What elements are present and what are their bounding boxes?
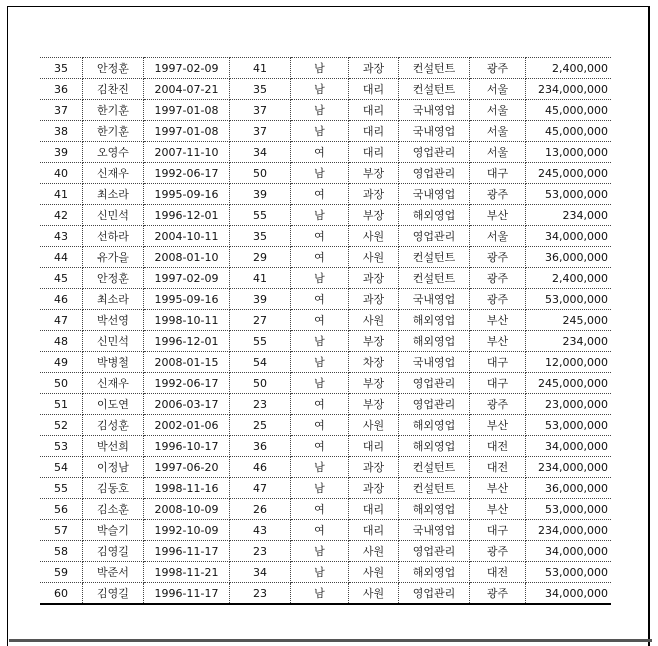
gender-cell: 여 xyxy=(291,226,349,247)
age-cell: 41 xyxy=(230,268,291,289)
region-cell: 부산 xyxy=(470,415,526,436)
age-cell: 23 xyxy=(230,583,291,605)
table-row xyxy=(40,310,611,331)
gender-cell: 남 xyxy=(291,541,349,562)
row-number-cell: 36 xyxy=(40,79,83,100)
row-number-cell: 54 xyxy=(40,457,83,478)
region-cell: 부산 xyxy=(470,499,526,520)
hire-date-cell: 1998-11-21 xyxy=(144,562,230,583)
gender-cell: 여 xyxy=(291,289,349,310)
employee-name-cell: 박선영 xyxy=(83,310,144,331)
position-cell: 사원 xyxy=(349,247,399,268)
age-cell: 29 xyxy=(230,247,291,268)
salary-cell: 34,000,000 xyxy=(526,226,612,247)
row-number-cell: 43 xyxy=(40,226,83,247)
row-number-cell: 39 xyxy=(40,142,83,163)
salary-cell: 53,000,000 xyxy=(526,415,612,436)
salary-cell: 245,000 xyxy=(526,310,612,331)
position-cell: 부장 xyxy=(349,163,399,184)
hire-date-cell: 1997-01-08 xyxy=(144,100,230,121)
salary-cell: 53,000,000 xyxy=(526,499,612,520)
salary-cell: 34,000,000 xyxy=(526,541,612,562)
salary-cell: 45,000,000 xyxy=(526,121,612,142)
hire-date-cell: 1997-02-09 xyxy=(144,268,230,289)
employee-name-cell: 이도연 xyxy=(83,394,144,415)
age-cell: 47 xyxy=(230,478,291,499)
gender-cell: 남 xyxy=(291,373,349,394)
age-cell: 34 xyxy=(230,142,291,163)
region-cell: 서울 xyxy=(470,121,526,142)
employee-name-cell: 박선희 xyxy=(83,436,144,457)
employee-name-cell: 신민석 xyxy=(83,205,144,226)
employee-name-cell: 박병철 xyxy=(83,352,144,373)
row-number-cell: 60 xyxy=(40,583,83,605)
hire-date-cell: 1997-01-08 xyxy=(144,121,230,142)
table-row xyxy=(40,436,611,457)
department-cell: 영업관리 xyxy=(399,541,470,562)
hire-date-cell: 2006-03-17 xyxy=(144,394,230,415)
region-cell: 서울 xyxy=(470,142,526,163)
gender-cell: 여 xyxy=(291,499,349,520)
region-cell: 광주 xyxy=(470,541,526,562)
table-row xyxy=(40,394,611,415)
employee-name-cell: 안정훈 xyxy=(83,58,144,79)
employee-name-cell: 김소훈 xyxy=(83,499,144,520)
hire-date-cell: 1992-06-17 xyxy=(144,373,230,394)
employee-name-cell: 한기훈 xyxy=(83,100,144,121)
gender-cell: 여 xyxy=(291,520,349,541)
table-row xyxy=(40,226,611,247)
region-cell: 광주 xyxy=(470,184,526,205)
gender-cell: 여 xyxy=(291,310,349,331)
position-cell: 대리 xyxy=(349,436,399,457)
employee-name-cell: 김영길 xyxy=(83,583,144,605)
hire-date-cell: 1997-02-09 xyxy=(144,58,230,79)
department-cell: 국내영업 xyxy=(399,520,470,541)
region-cell: 광주 xyxy=(470,583,526,605)
position-cell: 과장 xyxy=(349,457,399,478)
employee-name-cell: 박슬기 xyxy=(83,520,144,541)
region-cell: 대구 xyxy=(470,352,526,373)
table-row xyxy=(40,142,611,163)
region-cell: 서울 xyxy=(470,226,526,247)
age-cell: 26 xyxy=(230,499,291,520)
hire-date-cell: 1995-09-16 xyxy=(144,289,230,310)
department-cell: 국내영업 xyxy=(399,184,470,205)
position-cell: 대리 xyxy=(349,79,399,100)
salary-cell: 23,000,000 xyxy=(526,394,612,415)
position-cell: 사원 xyxy=(349,541,399,562)
gender-cell: 여 xyxy=(291,394,349,415)
region-cell: 대전 xyxy=(470,436,526,457)
position-cell: 대리 xyxy=(349,499,399,520)
position-cell: 과장 xyxy=(349,58,399,79)
region-cell: 광주 xyxy=(470,268,526,289)
department-cell: 해외영업 xyxy=(399,562,470,583)
department-cell: 영업관리 xyxy=(399,142,470,163)
salary-cell: 234,000 xyxy=(526,205,612,226)
department-cell: 컨설턴트 xyxy=(399,268,470,289)
region-cell: 부산 xyxy=(470,310,526,331)
table-row xyxy=(40,415,611,436)
department-cell: 컨설턴트 xyxy=(399,247,470,268)
salary-cell: 53,000,000 xyxy=(526,562,612,583)
hire-date-cell: 1995-09-16 xyxy=(144,184,230,205)
age-cell: 37 xyxy=(230,100,291,121)
region-cell: 대구 xyxy=(470,520,526,541)
employee-name-cell: 김영길 xyxy=(83,541,144,562)
position-cell: 대리 xyxy=(349,100,399,121)
region-cell: 부산 xyxy=(470,205,526,226)
gender-cell: 남 xyxy=(291,121,349,142)
department-cell: 해외영업 xyxy=(399,436,470,457)
department-cell: 국내영업 xyxy=(399,100,470,121)
department-cell: 영업관리 xyxy=(399,163,470,184)
employee-name-cell: 김찬진 xyxy=(83,79,144,100)
employee-name-cell: 박준서 xyxy=(83,562,144,583)
employee-table xyxy=(40,57,611,605)
employee-name-cell: 한기훈 xyxy=(83,121,144,142)
row-number-cell: 48 xyxy=(40,331,83,352)
employee-name-cell: 신재우 xyxy=(83,163,144,184)
employee-name-cell: 이정남 xyxy=(83,457,144,478)
table-row xyxy=(40,268,611,289)
hire-date-cell: 1992-06-17 xyxy=(144,163,230,184)
row-number-cell: 35 xyxy=(40,58,83,79)
row-number-cell: 59 xyxy=(40,562,83,583)
gender-cell: 남 xyxy=(291,79,349,100)
hire-date-cell: 1998-11-16 xyxy=(144,478,230,499)
table-row xyxy=(40,121,611,142)
position-cell: 과장 xyxy=(349,478,399,499)
gender-cell: 남 xyxy=(291,163,349,184)
row-number-cell: 55 xyxy=(40,478,83,499)
row-number-cell: 41 xyxy=(40,184,83,205)
department-cell: 국내영업 xyxy=(399,352,470,373)
region-cell: 서울 xyxy=(470,79,526,100)
position-cell: 부장 xyxy=(349,373,399,394)
gender-cell: 여 xyxy=(291,142,349,163)
department-cell: 해외영업 xyxy=(399,331,470,352)
salary-cell: 13,000,000 xyxy=(526,142,612,163)
position-cell: 대리 xyxy=(349,121,399,142)
gender-cell: 남 xyxy=(291,205,349,226)
hire-date-cell: 2002-01-06 xyxy=(144,415,230,436)
employee-name-cell: 선하라 xyxy=(83,226,144,247)
gender-cell: 남 xyxy=(291,457,349,478)
table-row xyxy=(40,352,611,373)
department-cell: 컨설턴트 xyxy=(399,58,470,79)
age-cell: 50 xyxy=(230,163,291,184)
position-cell: 과장 xyxy=(349,289,399,310)
department-cell: 해외영업 xyxy=(399,310,470,331)
employee-name-cell: 유가을 xyxy=(83,247,144,268)
salary-cell: 36,000,000 xyxy=(526,247,612,268)
gender-cell: 남 xyxy=(291,58,349,79)
position-cell: 대리 xyxy=(349,142,399,163)
row-number-cell: 52 xyxy=(40,415,83,436)
age-cell: 50 xyxy=(230,373,291,394)
position-cell: 사원 xyxy=(349,226,399,247)
age-cell: 39 xyxy=(230,184,291,205)
row-number-cell: 46 xyxy=(40,289,83,310)
position-cell: 부장 xyxy=(349,394,399,415)
salary-cell: 245,000,000 xyxy=(526,373,612,394)
department-cell: 해외영업 xyxy=(399,205,470,226)
table-row xyxy=(40,520,611,541)
region-cell: 대구 xyxy=(470,373,526,394)
region-cell: 대전 xyxy=(470,562,526,583)
hire-date-cell: 2004-07-21 xyxy=(144,79,230,100)
hire-date-cell: 1996-12-01 xyxy=(144,331,230,352)
salary-cell: 36,000,000 xyxy=(526,478,612,499)
age-cell: 23 xyxy=(230,394,291,415)
table-row xyxy=(40,331,611,352)
salary-cell: 34,000,000 xyxy=(526,583,612,605)
employee-name-cell: 신재우 xyxy=(83,373,144,394)
gender-cell: 남 xyxy=(291,352,349,373)
salary-cell: 2,400,000 xyxy=(526,58,612,79)
salary-cell: 234,000,000 xyxy=(526,520,612,541)
salary-cell: 34,000,000 xyxy=(526,436,612,457)
employee-name-cell: 김동호 xyxy=(83,478,144,499)
employee-name-cell: 안정훈 xyxy=(83,268,144,289)
table-row xyxy=(40,541,611,562)
age-cell: 55 xyxy=(230,205,291,226)
row-number-cell: 45 xyxy=(40,268,83,289)
gender-cell: 여 xyxy=(291,415,349,436)
row-number-cell: 53 xyxy=(40,436,83,457)
row-number-cell: 57 xyxy=(40,520,83,541)
region-cell: 광주 xyxy=(470,289,526,310)
age-cell: 37 xyxy=(230,121,291,142)
department-cell: 해외영업 xyxy=(399,415,470,436)
region-cell: 대구 xyxy=(470,163,526,184)
employee-name-cell: 최소라 xyxy=(83,289,144,310)
table-row xyxy=(40,205,611,226)
row-number-cell: 40 xyxy=(40,163,83,184)
table-row xyxy=(40,163,611,184)
salary-cell: 245,000,000 xyxy=(526,163,612,184)
table-row xyxy=(40,499,611,520)
age-cell: 54 xyxy=(230,352,291,373)
department-cell: 국내영업 xyxy=(399,121,470,142)
department-cell: 영업관리 xyxy=(399,226,470,247)
age-cell: 25 xyxy=(230,415,291,436)
gender-cell: 남 xyxy=(291,268,349,289)
table-row xyxy=(40,478,611,499)
position-cell: 사원 xyxy=(349,310,399,331)
department-cell: 영업관리 xyxy=(399,394,470,415)
age-cell: 27 xyxy=(230,310,291,331)
salary-cell: 53,000,000 xyxy=(526,289,612,310)
position-cell: 부장 xyxy=(349,205,399,226)
hire-date-cell: 1996-12-01 xyxy=(144,205,230,226)
position-cell: 사원 xyxy=(349,562,399,583)
region-cell: 광주 xyxy=(470,394,526,415)
hire-date-cell: 1997-06-20 xyxy=(144,457,230,478)
department-cell: 컨설턴트 xyxy=(399,457,470,478)
age-cell: 55 xyxy=(230,331,291,352)
row-number-cell: 49 xyxy=(40,352,83,373)
region-cell: 서울 xyxy=(470,100,526,121)
department-cell: 영업관리 xyxy=(399,373,470,394)
table-row xyxy=(40,100,611,121)
table-row xyxy=(40,562,611,583)
region-cell: 부산 xyxy=(470,478,526,499)
gender-cell: 남 xyxy=(291,583,349,605)
row-number-cell: 44 xyxy=(40,247,83,268)
age-cell: 41 xyxy=(230,58,291,79)
table-row xyxy=(40,184,611,205)
hire-date-cell: 2008-01-10 xyxy=(144,247,230,268)
table-row xyxy=(40,457,611,478)
employee-name-cell: 오영수 xyxy=(83,142,144,163)
position-cell: 부장 xyxy=(349,331,399,352)
row-number-cell: 50 xyxy=(40,373,83,394)
salary-cell: 12,000,000 xyxy=(526,352,612,373)
gender-cell: 남 xyxy=(291,562,349,583)
age-cell: 34 xyxy=(230,562,291,583)
hire-date-cell: 1996-10-17 xyxy=(144,436,230,457)
employee-name-cell: 최소라 xyxy=(83,184,144,205)
department-cell: 영업관리 xyxy=(399,583,470,605)
row-number-cell: 56 xyxy=(40,499,83,520)
gender-cell: 여 xyxy=(291,247,349,268)
age-cell: 35 xyxy=(230,79,291,100)
gender-cell: 남 xyxy=(291,331,349,352)
age-cell: 36 xyxy=(230,436,291,457)
gender-cell: 남 xyxy=(291,100,349,121)
table-row xyxy=(40,58,611,79)
age-cell: 46 xyxy=(230,457,291,478)
employee-name-cell: 김성훈 xyxy=(83,415,144,436)
region-cell: 대전 xyxy=(470,457,526,478)
position-cell: 과장 xyxy=(349,184,399,205)
position-cell: 사원 xyxy=(349,415,399,436)
row-number-cell: 51 xyxy=(40,394,83,415)
position-cell: 대리 xyxy=(349,520,399,541)
table-row xyxy=(40,373,611,394)
gender-cell: 여 xyxy=(291,436,349,457)
hire-date-cell: 2004-10-11 xyxy=(144,226,230,247)
table-row xyxy=(40,289,611,310)
position-cell: 차장 xyxy=(349,352,399,373)
hire-date-cell: 2008-10-09 xyxy=(144,499,230,520)
position-cell: 사원 xyxy=(349,583,399,605)
age-cell: 23 xyxy=(230,541,291,562)
age-cell: 35 xyxy=(230,226,291,247)
region-cell: 광주 xyxy=(470,247,526,268)
table-row xyxy=(40,79,611,100)
row-number-cell: 37 xyxy=(40,100,83,121)
region-cell: 부산 xyxy=(470,331,526,352)
gender-cell: 남 xyxy=(291,478,349,499)
salary-cell: 234,000 xyxy=(526,331,612,352)
table-row xyxy=(40,247,611,268)
table-row xyxy=(40,583,611,605)
salary-cell: 45,000,000 xyxy=(526,100,612,121)
hire-date-cell: 2008-01-15 xyxy=(144,352,230,373)
region-cell: 광주 xyxy=(470,58,526,79)
age-cell: 43 xyxy=(230,520,291,541)
gender-cell: 여 xyxy=(291,184,349,205)
employee-table-body xyxy=(40,58,611,605)
hire-date-cell: 1996-11-17 xyxy=(144,583,230,605)
employee-name-cell: 신민석 xyxy=(83,331,144,352)
department-cell: 컨설턴트 xyxy=(399,478,470,499)
salary-cell: 53,000,000 xyxy=(526,184,612,205)
department-cell: 컨설턴트 xyxy=(399,79,470,100)
row-number-cell: 42 xyxy=(40,205,83,226)
hire-date-cell: 1992-10-09 xyxy=(144,520,230,541)
salary-cell: 234,000,000 xyxy=(526,79,612,100)
row-number-cell: 47 xyxy=(40,310,83,331)
position-cell: 과장 xyxy=(349,268,399,289)
row-number-cell: 38 xyxy=(40,121,83,142)
department-cell: 국내영업 xyxy=(399,289,470,310)
row-number-cell: 58 xyxy=(40,541,83,562)
age-cell: 39 xyxy=(230,289,291,310)
hire-date-cell: 1998-10-11 xyxy=(144,310,230,331)
salary-cell: 2,400,000 xyxy=(526,268,612,289)
hire-date-cell: 1996-11-17 xyxy=(144,541,230,562)
department-cell: 해외영업 xyxy=(399,499,470,520)
salary-cell: 234,000,000 xyxy=(526,457,612,478)
hire-date-cell: 2007-11-10 xyxy=(144,142,230,163)
